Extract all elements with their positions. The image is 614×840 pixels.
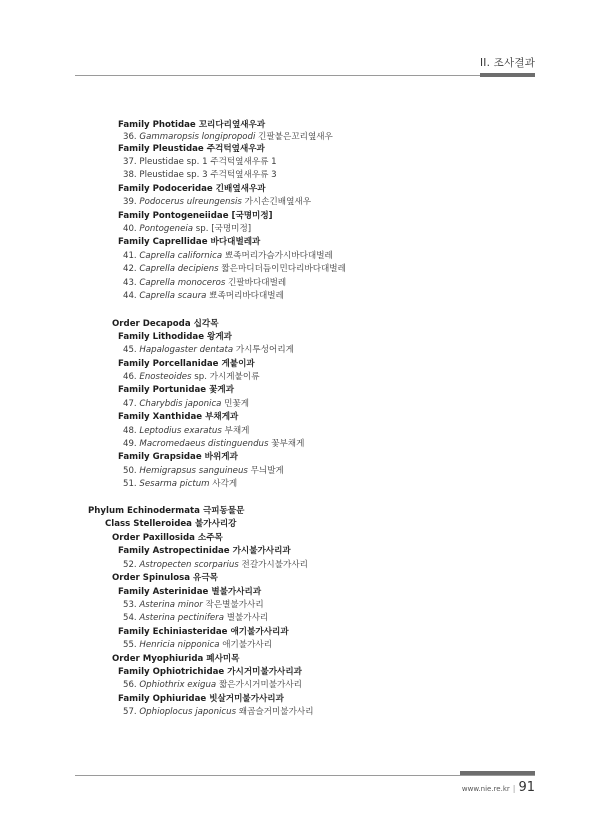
species-entry <box>123 196 311 208</box>
taxon-heading: Family Pontogeneiidae [국명미정] <box>118 211 273 221</box>
korean-name: 전갈가시불가사리 <box>241 560 308 570</box>
species-number: 44. <box>123 291 140 301</box>
species-entry <box>123 223 251 235</box>
korean-name: 꽃부채게 <box>271 439 305 449</box>
species-entry <box>123 156 277 168</box>
species-number: 46. <box>123 372 140 382</box>
taxon-heading: Family Pleustidae 주걱턱옆새우과 <box>118 144 265 154</box>
taxon-heading: Family Photidae 꼬리다리옆새우과 <box>118 120 266 130</box>
taxon-heading: Family Xanthidae 부채게과 <box>118 412 239 422</box>
footer-url: www.nie.re.kr <box>461 785 510 793</box>
korean-name: 작은별불가사리 <box>205 600 264 610</box>
species-entry <box>123 438 304 450</box>
species-number: 37. <box>123 157 140 167</box>
scientific-name: Caprella californica <box>139 251 223 261</box>
scientific-name: Gammaropsis longipropodi <box>139 132 256 142</box>
scientific-name: Caprella decipiens <box>139 264 219 274</box>
species-entry <box>123 277 286 289</box>
species-number: 54. <box>123 613 140 623</box>
korean-name: 애기불가사리 <box>222 640 273 650</box>
taxon-heading: Family Grapsidae 바위게과 <box>118 452 238 462</box>
taxon-heading: Family Caprellidae 바다대벌레과 <box>118 237 261 247</box>
species-entry <box>123 371 260 383</box>
scientific-name-plain: sp. <box>194 372 210 382</box>
taxon-heading: Family Ophiotrichidae 가시거미불가사리과 <box>118 667 302 677</box>
taxon-heading: Class Stelleroidea 불가사리강 <box>105 519 237 529</box>
korean-name: 주걱턱옆새우류 3 <box>210 170 277 180</box>
scientific-name: Hemigrapsus sanguineus <box>139 466 248 476</box>
species-entry <box>123 344 294 356</box>
scientific-name-plain: sp. <box>195 224 212 234</box>
species-number: 40. <box>123 224 140 234</box>
scientific-name: Leptodius exaratus <box>139 426 222 436</box>
scientific-name: Ophiothrix exigua <box>139 680 217 690</box>
korean-name: 긴팔바다대벌레 <box>228 278 287 288</box>
scientific-name: Astropecten scorparius <box>139 560 239 570</box>
taxon-heading: Family Ophiuridae 빗살거미불가사리과 <box>118 694 284 704</box>
korean-name: 가시손긴배옆새우 <box>244 197 311 207</box>
korean-name: 짧은마디더듬이민다리바다대벌레 <box>221 264 346 274</box>
species-number: 39. <box>123 197 140 207</box>
species-number: 43. <box>123 278 140 288</box>
korean-name: 뾰족머리가슴가시바다대벌레 <box>224 251 333 261</box>
species-entry <box>123 706 314 718</box>
species-number: 51. <box>123 479 140 489</box>
scientific-name: Ophioplocus japonicus <box>139 707 237 717</box>
korean-name: 가시투성어리게 <box>235 345 294 355</box>
scientific-name: Hapalogaster dentata <box>139 345 234 355</box>
species-number: 50. <box>123 466 140 476</box>
species-number: 53. <box>123 600 140 610</box>
taxon-heading: Family Echiniasteridae 애기불가사리과 <box>118 627 289 637</box>
korean-name: 사각게 <box>212 479 238 489</box>
species-entry <box>123 263 346 275</box>
species-number: 42. <box>123 264 140 274</box>
korean-name: 무늬발게 <box>250 466 284 476</box>
species-number: 49. <box>123 439 140 449</box>
taxon-heading: Family Lithodidae 왕게과 <box>118 332 232 342</box>
species-number: 41. <box>123 251 140 261</box>
species-entry <box>123 290 284 302</box>
scientific-name-plain: Pleustidae sp. 3 <box>139 170 211 180</box>
taxon-heading: Family Podoceridae 긴배옆새우과 <box>118 184 266 194</box>
species-entry <box>123 398 249 410</box>
taxon-heading: Family Portunidae 꽃게과 <box>118 385 235 395</box>
species-entry <box>123 478 237 490</box>
scientific-name: Enosteoides <box>139 372 192 382</box>
species-entry <box>123 612 268 624</box>
page-number: 91 <box>518 780 535 795</box>
taxon-heading: Family Porcellanidae 게붙이과 <box>118 359 255 369</box>
taxon-heading: Phylum Echinodermata 극피동물문 <box>88 506 245 516</box>
korean-name: 주걱턱옆새우류 1 <box>210 157 277 167</box>
scientific-name: Podocerus ulreungensis <box>139 197 242 207</box>
korean-name: 민꽃게 <box>224 399 250 409</box>
footer-accent-bar <box>460 771 535 775</box>
taxon-heading: Order Decapoda 십각목 <box>112 319 219 329</box>
scientific-name-plain: Pleustidae sp. 1 <box>139 157 211 167</box>
species-number: 45. <box>123 345 140 355</box>
taxon-heading: Family Asterinidae 별불가사리과 <box>118 587 262 597</box>
scientific-name: Asterina minor <box>139 600 203 610</box>
species-entry <box>123 679 302 691</box>
scientific-name: Macromedaeus distinguendus <box>139 439 269 449</box>
species-number: 57. <box>123 707 140 717</box>
species-entry <box>123 169 277 181</box>
korean-name: 긴팔붙은꼬리옆새우 <box>258 132 333 142</box>
scientific-name: Charybdis japonica <box>139 399 222 409</box>
scientific-name: Sesarma pictum <box>139 479 210 489</box>
section-title: II. 조사결과 <box>480 57 536 69</box>
scientific-name: Caprella monoceros <box>139 278 226 288</box>
korean-name: 짧은가시거미불가사리 <box>218 680 302 690</box>
species-entry <box>123 425 249 437</box>
taxon-heading: Order Myophiurida 폐사미목 <box>112 654 240 664</box>
scientific-name: Henricia nipponica <box>139 640 220 650</box>
korean-name: 별불가사리 <box>226 613 269 623</box>
species-entry <box>123 639 272 651</box>
scientific-name: Asterina pectinifera <box>139 613 224 623</box>
species-entry <box>123 599 264 611</box>
taxon-heading: Order Paxillosida 소주목 <box>112 533 223 543</box>
korean-name: 뾰족머리바다대벌레 <box>209 291 284 301</box>
footer-rule <box>75 775 535 776</box>
species-number: 47. <box>123 399 140 409</box>
species-number: 38. <box>123 170 140 180</box>
species-number: 48. <box>123 426 140 436</box>
korean-name: 부채게 <box>224 426 250 436</box>
footer-separator: | <box>512 784 516 793</box>
footer <box>440 780 535 795</box>
korean-name: [국명미정] <box>211 224 252 234</box>
species-number: 52. <box>123 560 140 570</box>
scientific-name: Pontogeneia <box>139 224 194 234</box>
species-number: 36. <box>123 132 140 142</box>
species-entry <box>123 131 333 143</box>
taxon-heading: Order Spinulosa 유극목 <box>112 573 218 583</box>
taxon-heading: Family Astropectinidae 가시불가사리과 <box>118 546 291 556</box>
species-number: 56. <box>123 680 140 690</box>
species-entry <box>123 250 333 262</box>
species-entry <box>123 559 308 571</box>
scientific-name: Caprella scaura <box>139 291 207 301</box>
species-number: 55. <box>123 640 140 650</box>
korean-name: 가시게붙이류 <box>209 372 260 382</box>
species-entry <box>123 465 284 477</box>
korean-name: 왜곱슬거미불가사리 <box>238 707 314 717</box>
